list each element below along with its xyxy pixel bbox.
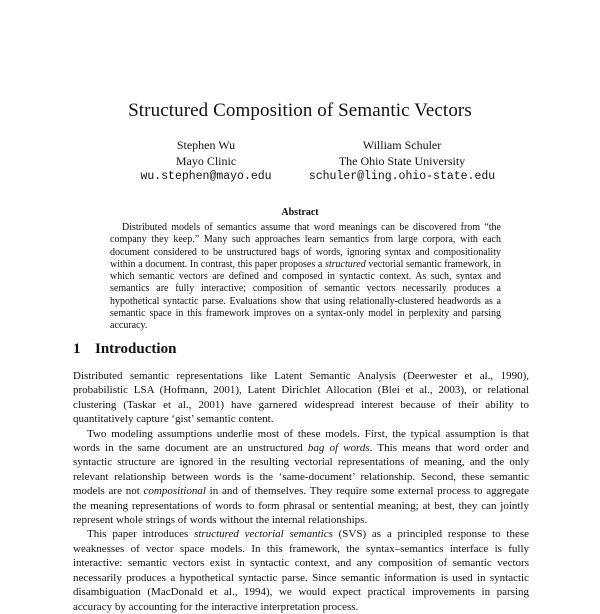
section-heading	[73, 341, 176, 358]
emphasis-text: structured vectorial semantics	[194, 528, 333, 541]
author-1	[118, 137, 294, 185]
body-paragraph-2: Two modeling assumptions underlie most of these models. First, the typical assumption is that words in the same document are an unstructured bag of words. This means that word order and syntactic structure are ignored in the resulting vectorial representations of meaning, and the only relevant relationship between words is the ‘same-document’ relationship. Second, these semantic models are not compositional in and of themselves. They require some external process to aggregate the meaning representations of words to form phrasal or sentential meaning; at best, they can jointly represent whole strings of words without the internal relationships.	[73, 427, 530, 527]
section-body	[73, 369, 529, 614]
body-paragraph-3: This paper introduces structured vectorial semantics (SVS) as a principled response to these weaknesses of vector space models. In this framework, the syntax–semantics interface is fully interactive: semantic vectors exist in syntactic context, and any composition of semantic vectors necessarily produces a hypothetical syntactic parse. Since semantic information is used in syntactic disambiguation (MacDonald et al., 1994), we would expect practical improvements in parsing accuracy by accounting for the interactive interpretation process.	[73, 528, 529, 613]
author-2	[290, 137, 514, 185]
author-1-name: Stephen Wu	[176, 138, 236, 152]
abstract-text: Distributed models of semantics assume that word meanings can be discovered from “the company they keep.” Many such approaches learn semantics from large corpora, with each document considered to be unstructured bags of words, ignoring syntax and compositionality within a document. In contrast, this paper proposes a structured vectorial semantic framework, in which semantic vectors are defined and composed in syntactic context. As such, syntax and semantics are fully interactive; composition of semantic vectors necessarily produces a hypothetical syntactic parse. Evaluations show that using relationally-clustered headwords as a semantic space in this framework improves on a syntax-only model in perplexity and parsing accuracy.	[110, 222, 502, 332]
body-paragraph-1: Distributed semantic representations like Latent Semantic Analysis (Deerwester et al., 1990), probabilistic LSA (Hofmann, 2001), Latent Dirichlet Allocation (Blei et al., 2003), or relational clustering (Taskar et al., 2001) have garnered widespread interest because of their ability to quantitatively capture ‘gist’ semantic content.	[73, 370, 529, 426]
author-2-name: William Schuler	[362, 138, 442, 152]
emphasis-text: compositional	[143, 485, 206, 498]
author-1-affiliation: Mayo Clinic	[175, 154, 237, 168]
paper-title: Structured Composition of Semantic Vectors	[128, 100, 472, 121]
section-title: Introduction	[95, 341, 177, 357]
author-1-email: wu.stephen@mayo.edu	[140, 170, 272, 183]
section-number: 1	[73, 341, 81, 357]
abstract-heading: Abstract	[281, 207, 319, 218]
emphasis-text: structured	[324, 258, 366, 270]
emphasis-text: bag of words	[307, 442, 370, 455]
author-2-email: schuler@ling.ohio-state.edu	[308, 170, 496, 183]
author-2-affiliation: The Ohio State University	[338, 154, 466, 168]
